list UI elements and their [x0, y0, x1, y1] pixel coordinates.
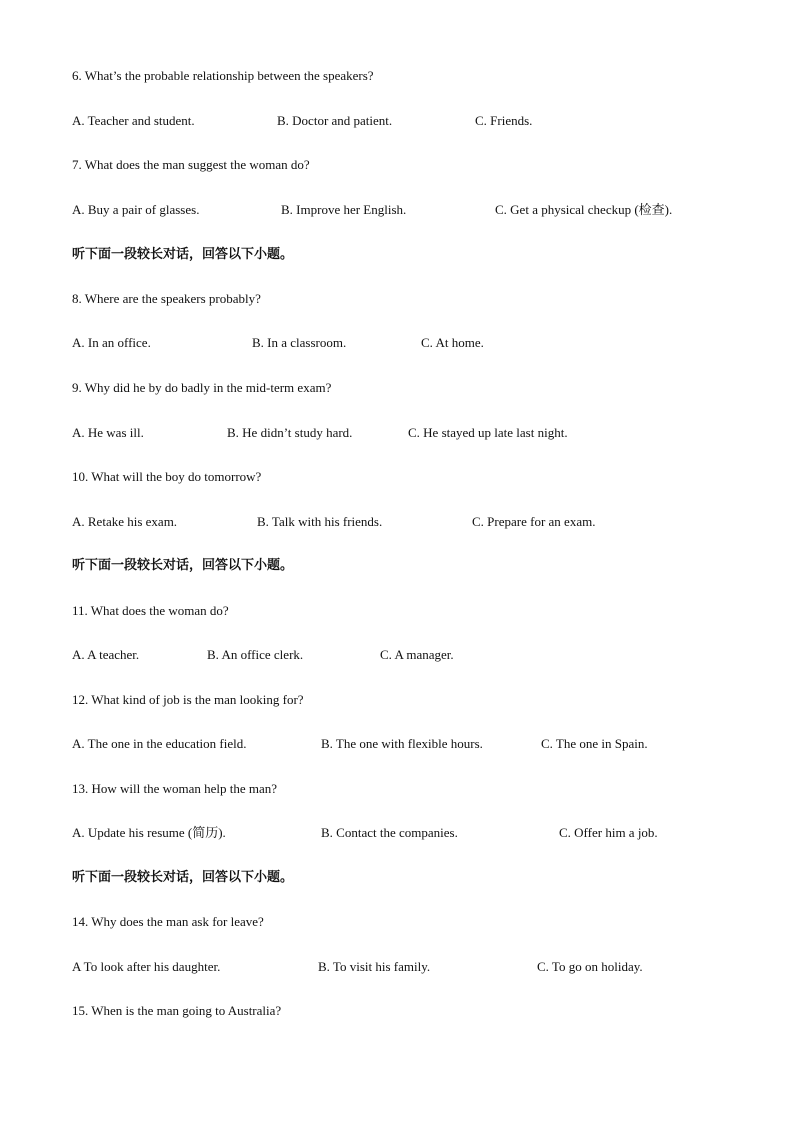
question-7: 7. What does the man suggest the woman do?: [72, 157, 310, 172]
question-8: 8. Where are the speakers probably?: [72, 291, 261, 306]
section-heading-3: 听下面一段较长对话，回答以下小题。: [72, 870, 294, 885]
q12-option-a: A. The one in the education field.: [72, 736, 247, 751]
question-12: 12. What kind of job is the man looking for?: [72, 692, 304, 707]
q13-option-b: B. Contact the companies.: [321, 825, 458, 840]
q8-option-b: B. In a classroom.: [252, 335, 347, 350]
q14-option-b: B. To visit his family.: [318, 959, 431, 974]
q11-option-b: B. An office clerk.: [207, 647, 304, 662]
q9-option-b: B. He didn’t study hard.: [227, 425, 353, 440]
q8-option-a: A. In an office.: [72, 335, 151, 350]
q13-option-a: A. Update his resume (简历).: [72, 825, 226, 840]
q12-option-c: C. The one in Spain.: [541, 736, 648, 751]
q7-option-a: A. Buy a pair of glasses.: [72, 202, 200, 217]
q7-option-c: C. Get a physical checkup (检查).: [495, 202, 673, 217]
q6-option-b: B. Doctor and patient.: [277, 113, 393, 128]
question-10: 10. What will the boy do tomorrow?: [72, 469, 262, 484]
q6-option-c: C. Friends.: [475, 113, 533, 128]
question-9: 9. Why did he by do badly in the mid-term exam?: [72, 380, 332, 395]
q10-option-c: C. Prepare for an exam.: [472, 514, 596, 529]
q9-option-c: C. He stayed up late last night.: [408, 425, 568, 440]
section-heading-1: 听下面一段较长对话，回答以下小题。: [72, 247, 294, 262]
q10-option-a: A. Retake his exam.: [72, 514, 178, 529]
q11-option-c: C. A manager.: [380, 647, 454, 662]
q7-option-b: B. Improve her English.: [281, 202, 407, 217]
q14-option-c: C. To go on holiday.: [537, 959, 643, 974]
q9-option-a: A. He was ill.: [72, 425, 144, 440]
question-11: 11. What does the woman do?: [72, 603, 229, 618]
q10-option-b: B. Talk with his friends.: [257, 514, 383, 529]
q8-option-c: C. At home.: [421, 335, 484, 350]
q13-option-c: C. Offer him a job.: [559, 825, 658, 840]
section-heading-2: 听下面一段较长对话，回答以下小题。: [72, 558, 294, 573]
question-14: 14. Why does the man ask for leave?: [72, 914, 264, 929]
q6-option-a: A. Teacher and student.: [72, 113, 195, 128]
question-13: 13. How will the woman help the man?: [72, 781, 278, 796]
q14-option-a: A To look after his daughter.: [72, 959, 221, 974]
question-15: 15. When is the man going to Australia?: [72, 1003, 282, 1018]
q11-option-a: A. A teacher.: [72, 647, 140, 662]
question-6: 6. What’s the probable relationship between the speakers?: [72, 68, 374, 83]
q12-option-b: B. The one with flexible hours.: [321, 736, 483, 751]
